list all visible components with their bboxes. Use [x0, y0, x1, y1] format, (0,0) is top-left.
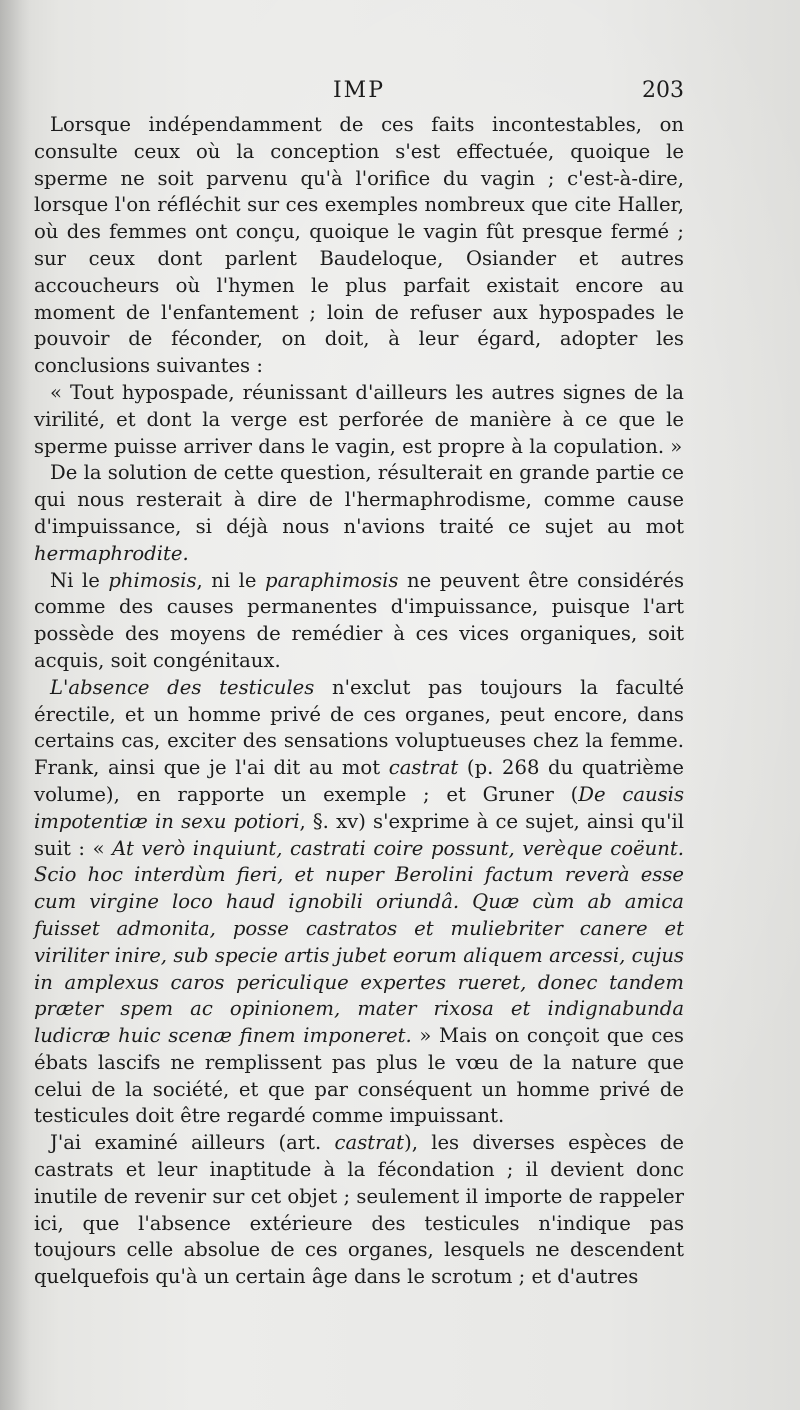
- text-run: « Tout hypospade, réunissant d'ailleurs les autres signes de la virilité, et dont la verge est perforée de manière à ce que le sperme puisse arriver dans le vagin, est propre à la copulation. »: [34, 380, 684, 458]
- paragraph: [34, 568, 684, 675]
- italic-text-run: De causis impotentiæ in sexu potiori: [34, 782, 684, 833]
- page-number: 203: [642, 78, 684, 103]
- text-run: Ni le: [50, 568, 109, 592]
- italic-text-run: L'absence des testicules: [50, 675, 315, 699]
- paragraph: [34, 460, 684, 567]
- text-run: Lorsque indépendamment de ces faits incontestables, on consulte ceux où la conception s'est effectuée, quoique le sperme ne soit parvenu qu'à l'orifice du vagin ; c'est-à-dire, lorsque l'on réfléchit sur ces exemples nombreux que cite Haller, où des femmes ont conçu, quoique le vagin fût presque fermé ; sur ceux dont parlent Baudeloque, Osiander et autres accoucheurs où l'hymen le plus parfait existait encore au moment de l'enfantement ; loin de refuser aux hypospades le pouvoir de féconder, on doit, à leur égard, adopter les conclusions suivantes :: [34, 113, 684, 378]
- paragraph: [34, 675, 684, 1131]
- spine-shadow: [0, 0, 30, 1410]
- text-run: De la solution de cette question, résulterait en grande partie ce qui nous resterait à dire de l'hermaphrodisme, comme cause d'impuissance, si déjà nous n'avions traité ce sujet au mot: [34, 461, 684, 538]
- italic-text-run: paraphimosis: [265, 568, 399, 592]
- text-run: , §. xv) s'exprime à ce sujet, ainsi qu'il suit : «: [34, 809, 685, 860]
- text-run: , ni le: [196, 568, 266, 592]
- text-run: (p. 268 du quatrième volume), en rapporte un exemple ; et Gruner (: [34, 756, 684, 806]
- page-header: [34, 78, 684, 108]
- text-run: ne peuvent être considérés comme des causes permanentes d'impuissance, puisque l'art possède des moyens de remédier à ces vices organiques, soit acquis, soit congénitaux.: [34, 568, 684, 672]
- text-run: ), les diverses espèces de castrats et leur inaptitude à la fécondation ; il devient donc inutile de revenir sur cet objet ; seulement il importe de rappeler ici, que l'absence extérieure des testicules n'indique pas toujours celle absolue de ces organes, lesquels ne descendent quelquefois qu'à un certain âge dans le scrotum ; et d'autres: [34, 1131, 684, 1289]
- paragraph-quote: [34, 380, 684, 460]
- paragraph: [34, 1130, 684, 1291]
- body-text: [34, 112, 684, 1291]
- italic-text-run: castrat: [388, 756, 459, 780]
- text-run: » Mais on conçoit que ces ébats lascifs ne remplissent pas plus le vœu de la nature que celui de la société, et que par conséquent un homme privé de testicules doit être regardé comme impuissant.: [34, 1024, 684, 1128]
- text-run: J'ai examiné ailleurs (art.: [50, 1131, 335, 1155]
- italic-text-run: castrat: [334, 1131, 405, 1155]
- paragraph: [34, 112, 684, 380]
- italic-text-run: At verò inquiunt, castrati coire possunt, verèque coëunt. Scio hoc interdùm fieri, et nuper Berolini factum reverà esse cum virgine loco haud ignobili oriundâ. Quæ cùm ab amica fuisset admonita, posse castratos et muliebriter canere et viriliter inire, sub specie artis jubet eorum aliquem arcessi, cujus in amplexus caros periculique expertes rueret, donec tandem præter spem ac opinionem, mater rixosa et indignabunda ludicræ huic scenæ finem imponeret.: [34, 836, 684, 1048]
- text-run: n'exclut pas toujours la faculté érectile, et un homme privé de ces organes, peut encore, dans certains cas, exciter des sensations voluptueuses chez la femme. Frank, ainsi que je l'ai dit au mot: [34, 675, 685, 780]
- italic-text-run: hermaphrodite.: [34, 541, 189, 565]
- running-head: IMP: [332, 78, 386, 103]
- italic-text-run: phimosis: [108, 568, 197, 592]
